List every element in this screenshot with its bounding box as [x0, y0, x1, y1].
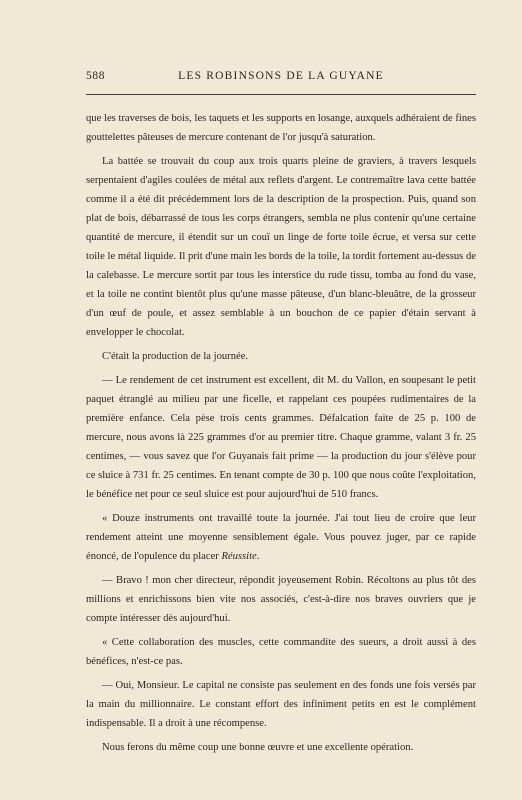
paragraph-end: . [256, 551, 260, 562]
paragraph: que les traverses de bois, les taquets et les supports en losange, auxquels adhéraient de fines gouttelettes pâteuses de mercure contenant de l'or jusqu'à saturation. [86, 113, 476, 143]
page-header [86, 70, 476, 88]
paragraph: « Cette collaboration des muscles, cette commandite des sueurs, a droit aussi à des bénéfices, n'est-ce pas. [86, 637, 476, 667]
placer-name: Réussite [221, 551, 257, 562]
running-title: LES ROBINSONS DE LA GUYANE [178, 70, 384, 82]
paragraph: C'était la production de la journée. [102, 351, 249, 362]
header-rule [86, 94, 476, 95]
paragraph [86, 509, 476, 566]
page-number: 588 [86, 70, 106, 82]
paragraph: Nous ferons du même coup une bonne œuvre et une excellente opération. [102, 742, 414, 753]
page-body [86, 109, 476, 757]
paragraph-text: « Douze instruments ont travaillé toute la journée. J'ai tout lieu de croire que leur rendement atteint une moyenne sensiblement égale. Vous pouvez juger, par ce rapide énoncé, de l'opulence du placer [86, 513, 476, 562]
paragraph: — Bravo ! mon cher directeur, répondit joyeusement Robin. Récoltons au plus tôt des millions et enrichissons bien vite nos associés, c'est-à-dire nos braves ouvriers que je compte intéresser dès aujourd'hui. [86, 575, 476, 624]
paragraph: La battée se trouvait du coup aux trois quarts pleine de graviers, à travers lesquels serpentaient d'agiles coulées de métal aux reflets d'argent. Le contremaître lava cette battée comme il a été dit précédemment lors de la description de la prospection. Puis, quand son plat de bois, débarrassé de tous les corps étrangers, sembla ne plus contenir qu'une certaine quantité de mercure, il étendit sur un couï un linge de forte toile écrue, et versa sur cette toile le métal liquide. Il prit d'une main les bords de la toile, la tordit fortement au-dessus de la calebasse. Le mercure sortit par tous les interstice du rude tissu, tomba au fond du vase, et la toile ne contint bientôt plus qu'une masse pâteuse, d'un blanc-bleuâtre, de la grosseur d'un œuf de poule, et assez semblable à un bouchon de ce papier d'étain servant à envelopper le chocolat. [86, 156, 476, 338]
paragraph: — Oui, Monsieur. Le capital ne consiste pas seulement en des fonds une fois versés par la main du millionnaire. Le constant effort des infiniment petits en est le complément indispensable. Il a droit à une récompense. [86, 680, 476, 729]
paragraph: — Le rendement de cet instrument est excellent, dit M. du Vallon, en soupesant le petit paquet étranglé au milieu par une ficelle, et rappelant ces poupées rudimentaires de la première enfance. Cela pèse trois cents grammes. Défalcation faite de 25 p. 100 de mercure, nous avons là 225 grammes d'or au premier titre. Chaque gramme, valant 3 fr. 25 centimes, — vous savez que l'or Guyanais fait prime — la production du jour s'élève pour ce sluice à 731 fr. 25 centimes. En tenant compte de 30 p. 100 que nous coûte l'exploitation, le bénéfice net pour ce seul sluice est pour aujourd'hui de 510 francs. [86, 375, 476, 500]
